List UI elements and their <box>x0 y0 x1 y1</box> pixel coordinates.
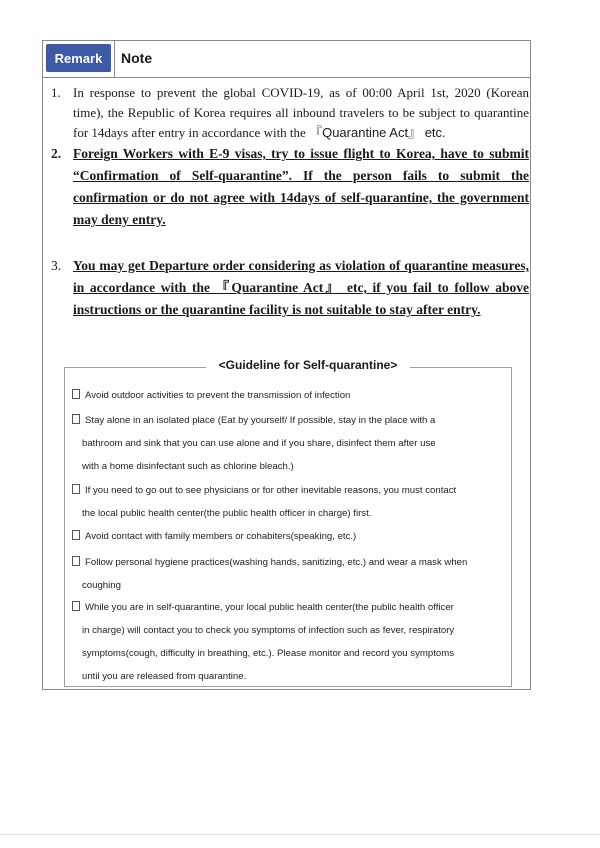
guideline-item-text: coughing <box>82 580 121 591</box>
guideline-top-line-right <box>410 367 512 368</box>
note-item-3 <box>51 255 529 321</box>
note-item-1 <box>51 83 529 143</box>
guideline-item <box>72 479 506 525</box>
guideline-item-text: symptoms(cough, difficulty in breathing, etc.). Please monitor and record you symptoms <box>82 648 455 659</box>
note-title: Note <box>121 50 153 66</box>
item-text-main: In response to prevent the global COVID-19, as of 00:00 April 1st, 2020 (Korean time), the Republic of Korea requires all inbound travelers to be subject to quarantine for 14days after entry in accordance with the <box>73 85 529 140</box>
checkbox-icon <box>72 389 80 399</box>
item-number: 2. <box>51 146 62 161</box>
guideline-item-text: with a home disinfectant such as chlorine bleach.) <box>82 461 294 472</box>
guideline-item <box>72 409 506 478</box>
checkbox-icon <box>72 414 80 424</box>
guideline-item-text: bathroom and sink that you can use alone and if you share, disinfect them after use <box>82 438 436 449</box>
guideline-item-text: While you are in self-quarantine, your local public health center(the public health officer <box>85 602 454 613</box>
guideline-item <box>72 596 506 688</box>
guideline-item <box>72 384 506 407</box>
guideline-item-text: Follow personal hygiene practices(washing hands, sanitizing, etc.) and wear a mask when <box>85 557 468 568</box>
note-item-2 <box>51 143 529 231</box>
checkbox-icon <box>72 484 80 494</box>
guideline-item-text: If you need to go out to see physicians or for other inevitable reasons, you must contact <box>85 485 457 496</box>
item-text <box>73 83 529 143</box>
guideline-item <box>72 525 506 548</box>
checkbox-icon <box>72 601 80 611</box>
item-text: You may get Departure order considering as violation of quarantine measures, in accordance with the 『Quarantine Act』 etc, if you fail to follow above instructions or the quarantine facility is not suitable to stay after entry. <box>73 258 529 317</box>
guideline-item-text: in charge) will contact you to check you symptoms of infection such as fever, respiratory <box>82 625 455 636</box>
item-number: 1. <box>51 85 61 100</box>
note-header <box>43 41 530 78</box>
guideline-item-text: the local public health center(the public health officer in charge) first. <box>82 508 372 519</box>
guideline-item-text: Avoid outdoor activities to prevent the transmission of infection <box>85 390 351 401</box>
guideline-top-line-left <box>64 367 206 368</box>
item-text: Foreign Workers with E-9 visas, try to issue flight to Korea, have to submit “Confirmation of Self-quarantine”. If the person fails to submit the confirmation or do not agree with 14days of self-quarantine, the government may deny entry. <box>73 146 529 227</box>
guideline-item-text: until you are released from quarantine. <box>82 671 247 682</box>
page-bottom-rule <box>0 834 600 835</box>
header-separator <box>114 41 115 77</box>
item-number: 3. <box>51 258 62 273</box>
checkbox-icon <box>72 556 80 566</box>
guideline-title: <Guideline for Self-quarantine> <box>218 358 398 372</box>
quarantine-act-ref: 『Quarantine Act』 <box>309 125 422 140</box>
guideline-item-text: Avoid contact with family members or cohabiters(speaking, etc.) <box>85 531 357 542</box>
guideline-item-text: Stay alone in an isolated place (Eat by yourself/ If possible, stay in the place with a <box>85 415 436 426</box>
item-text-end: etc. <box>421 125 446 140</box>
checkbox-icon <box>72 530 80 540</box>
remark-label: Remark <box>46 44 111 72</box>
guideline-item <box>72 551 506 597</box>
